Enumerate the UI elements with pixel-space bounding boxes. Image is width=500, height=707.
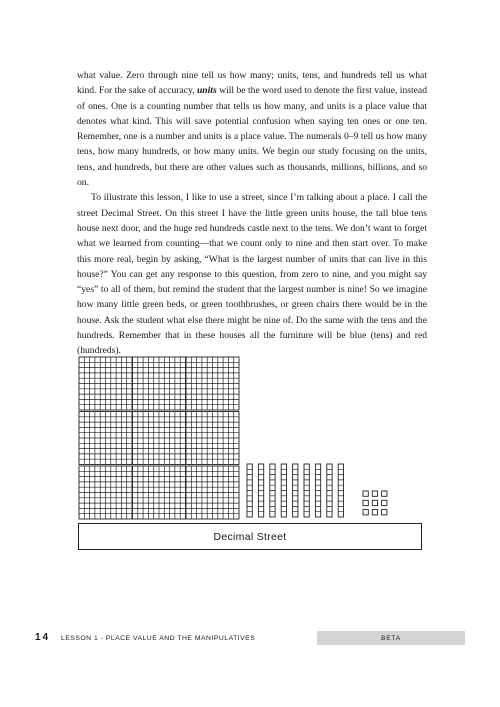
- unit-cube: [372, 491, 377, 496]
- ten-rod: [247, 464, 252, 517]
- paragraph-2: To illustrate this lesson, I like to use a street, since I’m talking about a place. I call the street Decimal Street. On this street I have the little green units house, the tall blue tens house next door, and the huge red hundreds castle next to the tens. We don’t want to forget what we learned from counting—that we count only to nine and then start over. To make this more real, begin by asking, “What is the largest number of units that can live in this house?” You can get any response to this question, from zero to nine, and you might say “yes” to all of them, but remind the student that the largest number is nine! So we imagine how many little green beds, or green toothbrushes, or green chairs there would be in the house. Ask the student what else there might be nine of. Do the same with the tens and the hundreds. Remember that in these houses all the furniture will be blue (tens) and red (hundreds).: [77, 192, 427, 357]
- ten-rod: [338, 464, 343, 517]
- ten-rod: [315, 464, 320, 517]
- unit-cube: [372, 500, 377, 505]
- ten-rod: [327, 464, 332, 517]
- ten-rod: [293, 464, 298, 517]
- unit-cube: [363, 510, 368, 515]
- unit-cube: [382, 500, 387, 505]
- hundred-block: [186, 357, 239, 410]
- ten-rod: [304, 464, 309, 517]
- ten-rod: [258, 464, 263, 517]
- unit-cube: [363, 491, 368, 496]
- paragraph-1: what value. Zero through nine tell us how many; units, tens, and hundreds tell us what kind. For the sake of accuracy, units will be the word used to denote the first value, instead of ones. One is a counting number that tells us how many, and units is a place value that denotes what kind. This will save potential confusion when saying ten ones or one ten. Remember, one is a number and units is a place value. The numerals 0–9 tell us how many tens, how many hundreds, or how many units. We begin our study focusing on the units, tens, and hundreds, but there are other values such as thousands, millions, billions, and so on.: [77, 70, 427, 189]
- hundred-block: [133, 357, 186, 410]
- unit-cube: [372, 510, 377, 515]
- hundred-block: [186, 412, 239, 465]
- hundred-block: [79, 357, 132, 410]
- unit-cube: [382, 491, 387, 496]
- page-footer: [35, 631, 465, 645]
- hundred-block: [79, 466, 132, 519]
- page-number: 14: [35, 632, 51, 643]
- ten-rod: [281, 464, 286, 517]
- units-emphasis: units: [196, 85, 217, 97]
- running-head: LESSON 1 - PLACE VALUE AND THE MANIPULATIVES: [61, 635, 256, 642]
- ten-rod: [270, 464, 275, 517]
- unit-cube: [382, 510, 387, 515]
- beta-tag: BETA: [317, 631, 465, 645]
- hundred-block: [79, 412, 132, 465]
- decimal-street-label: Decimal Street: [78, 523, 422, 550]
- unit-cube: [363, 500, 368, 505]
- hundred-block: [133, 466, 186, 519]
- hundred-block: [133, 412, 186, 465]
- hundred-block: [186, 466, 239, 519]
